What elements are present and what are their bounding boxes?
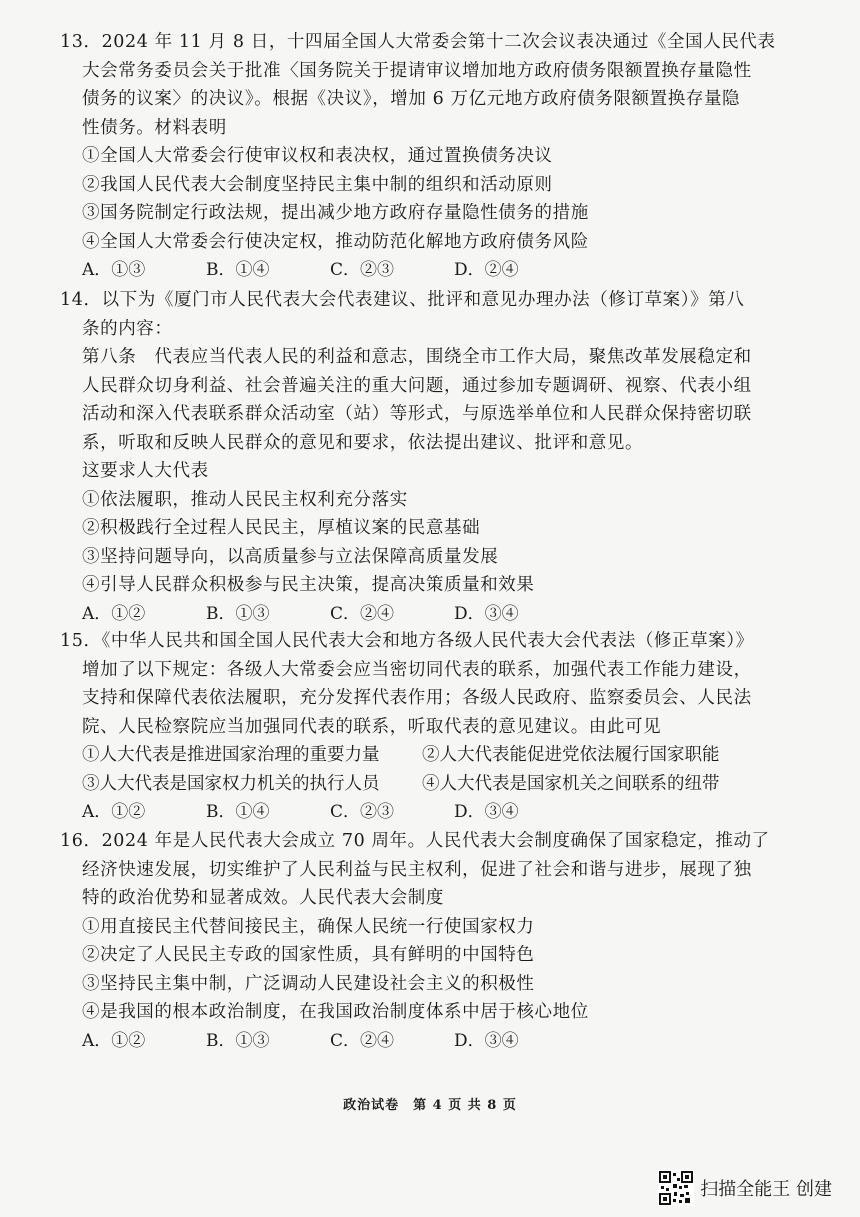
option-c[interactable]: C．②④ [330, 1030, 395, 1051]
question-15-stem-line: 15．《中华人民共和国全国人民代表大会和地方各级人民代表大会代表法（修正草案）》 [60, 631, 754, 651]
question-15-stem-line: 增加了以下规定：各级人大常委会应当密切同代表的联系，加强代表工作能力建设， [82, 659, 752, 680]
question-14-article-line: 活动和深入代表联系群众活动室（站）等形式，与原选举单位和人民群众保持密切联 [82, 404, 752, 424]
question-13-stem-line: 债务的议案〉的决议》。根据《决议》，增加 6 万亿元地方政府债务限额置换存量隐 [82, 89, 741, 109]
option-b[interactable]: B．①④ [206, 802, 270, 822]
option-d[interactable]: D．②④ [454, 260, 519, 280]
option-b[interactable]: B．①④ [206, 260, 270, 280]
option-a[interactable]: A．①② [82, 603, 146, 624]
scanner-watermark-text: 扫描全能王 创建 [700, 1179, 832, 1200]
question-15-stem-line: 支持和保障代表依法履职，充分发挥代表作用；各级人民政府、监察委员会、人民法 [82, 688, 752, 708]
option-d[interactable]: D．③④ [454, 603, 519, 624]
question-15-stem-line: 院、人民检察院应当加强同代表的联系，听取代表的意见建议。由此可见 [82, 716, 662, 737]
question-13-item-1: ①全国人大常委会行使审议权和表决权，通过置换债务决议 [82, 146, 553, 166]
question-14-item-2: ②积极践行全过程人民民主，厚植议案的民意基础 [82, 518, 481, 538]
option-c[interactable]: C．②③ [330, 260, 395, 280]
option-c[interactable]: C．②③ [330, 802, 395, 822]
question-13-stem-line: 性债务。材料表明 [82, 117, 227, 138]
option-a[interactable]: A．①③ [82, 260, 146, 280]
question-16 [60, 827, 770, 1055]
question-14-item-4: ④引导人民群众积极参与民主决策，提高决策质量和效果 [82, 575, 535, 595]
question-16-item-4: ④是我国的根本政治制度，在我国政治制度体系中居于核心地位 [82, 1002, 589, 1022]
question-15-item-2: ②人大代表能促进党依法履行国家职能 [422, 745, 720, 765]
page-footer: 政治试卷 第 4 页 共 8 页 [343, 1098, 517, 1113]
question-15-item-3: ③人大代表是国家权力机关的执行人员 [82, 773, 380, 794]
scanner-watermark [658, 1170, 832, 1206]
question-13-options [60, 256, 750, 284]
question-14-article-line: 第八条 代表应当代表人民的利益和意志，围绕全市工作大局，聚焦改革发展稳定和 [82, 347, 752, 367]
question-16-stem-line: 经济快速发展，切实维护了人民利益与民主权利，促进了社会和谐与进步，展现了独 [82, 859, 752, 880]
question-13-item-4: ④全国人大常委会行使决定权，推动防范化解地方政府债务风险 [82, 231, 589, 252]
question-16-stem-line: 特的政治优势和显著成效。人民代表大会制度 [82, 888, 444, 908]
question-14 [60, 286, 750, 628]
question-13-stem-line: 大会常务委员会关于批准〈国务院关于提请审议增加地方政府债务限额置换存量隐性 [82, 60, 752, 81]
option-a[interactable]: A．①② [82, 1030, 146, 1051]
question-14-item-1: ①依法履职，推动人民民主权利充分落实 [82, 489, 408, 510]
option-d[interactable]: D．③④ [454, 802, 519, 822]
question-16-item-2: ②决定了人民民主专政的国家性质，具有鲜明的中国特色 [82, 945, 535, 965]
option-a[interactable]: A．①② [82, 802, 146, 822]
question-15-item-4: ④人大代表是国家机关之间联系的纽带 [422, 773, 720, 794]
question-13-stem-line: 13．2024 年 11 月 8 日，十四届全国人大常委会第十二次会议表决通过《全国人民代表 [60, 32, 776, 52]
question-14-ask: 这要求人大代表 [82, 461, 209, 481]
question-14-article-line: 人民群众切身利益、社会普遍关注的重大问题，通过参加专题调研、视察、代表小组 [82, 375, 752, 396]
question-15-options [60, 798, 750, 826]
question-14-article-line: 系，听取和反映人民群众的意见和要求，依法提出建议、批评和意见。 [82, 432, 644, 453]
question-16-stem-line: 16．2024 年是人民代表大会成立 70 周年。人民代表大会制度确保了国家稳定，推动了 [60, 831, 770, 851]
question-14-stem-line: 14．以下为《厦门市人民代表大会代表建议、批评和意见办理办法（修订草案）》第八 [60, 290, 745, 310]
question-14-options [60, 600, 750, 628]
option-b[interactable]: B．①③ [206, 603, 270, 624]
question-13-item-3: ③国务院制定行政法规，提出减少地方政府存量隐性债务的措施 [82, 203, 589, 223]
question-15 [60, 627, 754, 826]
option-b[interactable]: B．①③ [206, 1030, 270, 1051]
question-14-item-3: ③坚持问题导向，以高质量参与立法保障高质量发展 [82, 546, 499, 567]
question-16-item-1: ①用直接民主代替间接民主，确保人民统一行使国家权力 [82, 916, 535, 937]
qr-code-icon [658, 1170, 694, 1206]
option-c[interactable]: C．②④ [330, 603, 395, 624]
question-15-items-row [60, 741, 750, 770]
question-13 [60, 28, 776, 284]
question-15-item-1: ①人大代表是推进国家治理的重要力量 [82, 745, 380, 765]
question-16-item-3: ③坚持民主集中制，广泛调动人民建设社会主义的积极性 [82, 973, 535, 994]
option-d[interactable]: D．③④ [454, 1030, 519, 1051]
question-14-stem-line: 条的内容： [82, 318, 173, 339]
question-15-items-row [60, 770, 750, 799]
question-16-options [60, 1027, 750, 1055]
question-13-item-2: ②我国人民代表大会制度坚持民主集中制的组织和活动原则 [82, 174, 553, 195]
